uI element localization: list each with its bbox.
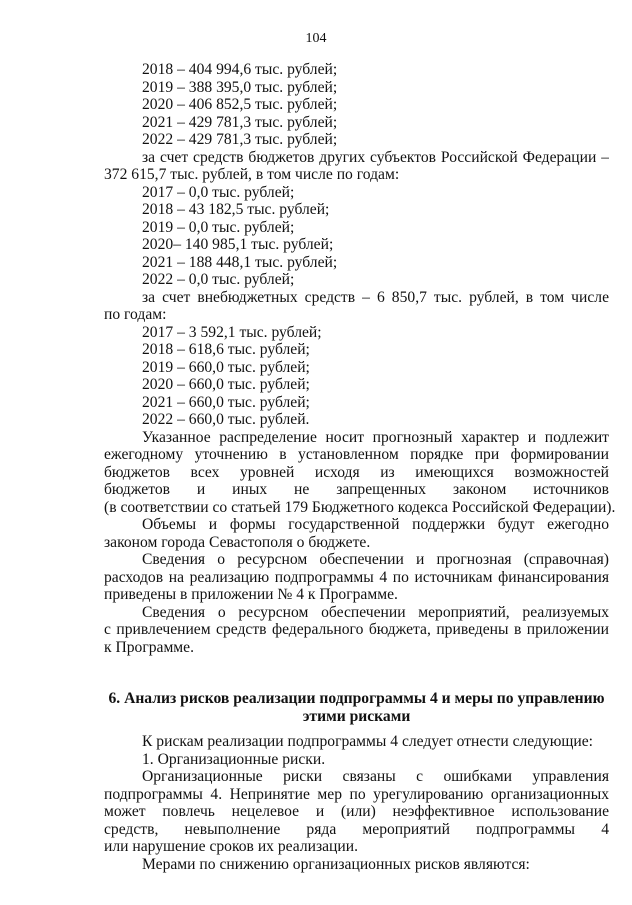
- text-line: средств, невыполнение ряда мероприятий подпрограммы 4: [104, 820, 609, 838]
- text-line: 2021 – 188 448,1 тыс. рублей;: [142, 253, 338, 271]
- text-line: может повлечь нецелевое и (или) неэффективное использование: [104, 803, 609, 820]
- text-line: подпрограммы 4. Непринятие мер по урегулированию организационных: [104, 785, 609, 803]
- text-line: 2022 – 660,0 тыс. рублей.: [142, 411, 310, 428]
- text-line: 2018 – 43 182,5 тыс. рублей;: [142, 201, 330, 218]
- section-gap: [104, 656, 609, 690]
- text-line: Объемы и формы государственной поддержки будут ежегодно: [142, 516, 609, 533]
- text-line: или нарушение сроков их реализации.: [104, 838, 358, 855]
- text-line: Организационные риски связаны с ошибками управления: [142, 768, 609, 785]
- text-line: за счет средств бюджетов других субъектов Российской Федерации –: [142, 148, 609, 166]
- text-line: К рискам реализации подпрограммы 4 следует отнести следующие:: [142, 733, 594, 750]
- text-line: 2017 – 0,0 тыс. рублей;: [142, 183, 295, 201]
- text-line: приведены в приложении № 4 к Программе.: [104, 586, 398, 603]
- text-line: 2020 – 406 852,5 тыс. рублей;: [142, 96, 338, 113]
- text-line: 2022 – 429 781,3 тыс. рублей;: [142, 131, 338, 148]
- document-body: [104, 61, 616, 873]
- heading-line: этими рисками: [302, 707, 411, 725]
- text-line: за счет внебюджетных средств – 6 850,7 тыс. рублей, в том числе: [142, 288, 609, 306]
- heading-line: 6. Анализ рисков реализации подпрограммы 4 и меры по управлению: [108, 690, 605, 707]
- text-line: 372 615,7 тыс. рублей, в том числе по годам:: [104, 166, 400, 183]
- text-line: 2018 – 404 994,6 тыс. рублей;: [142, 61, 338, 78]
- text-line: Сведения о ресурсном обеспечении и прогнозная (справочная): [142, 551, 609, 568]
- text-line: по годам:: [104, 306, 167, 323]
- text-line: Сведения о ресурсном обеспечении мероприятий, реализуемых: [142, 603, 609, 621]
- text-line: 2021 – 429 781,3 тыс. рублей;: [142, 113, 338, 131]
- text-line: 2020 – 660,0 тыс. рублей;: [142, 376, 310, 393]
- page-number: 104: [305, 31, 327, 46]
- text-line: 2018 – 618,6 тыс. рублей;: [142, 341, 310, 358]
- text-line: 2019 – 388 395,0 тыс. рублей;: [142, 78, 338, 96]
- text-line: 2020– 140 985,1 тыс. рублей;: [142, 236, 334, 253]
- text-line: ежегодному уточнению в установленном порядке при формировании: [104, 446, 609, 463]
- text-line: бюджетов всех уровней исходя из имеющихся возможностей: [104, 463, 609, 481]
- text-line: к Программе.: [104, 638, 194, 656]
- text-line: (в соответствии со статьей 179 Бюджетного кодекса Российской Федерации).: [104, 498, 616, 516]
- text-line: 2017 – 3 592,1 тыс. рублей;: [142, 323, 322, 341]
- text-line: 2019 – 0,0 тыс. рублей;: [142, 218, 295, 236]
- text-line: с привлечением средств федерального бюджета, приведены в приложении: [104, 621, 609, 638]
- text-line: Указанное распределение носит прогнозный характер и подлежит: [142, 428, 609, 446]
- spacer: [104, 725, 609, 733]
- text-line: Мерами по снижению организационных рисков являются:: [142, 855, 530, 873]
- text-line: законом города Севастополя о бюджете.: [104, 533, 371, 551]
- text-line: 2021 – 660,0 тыс. рублей;: [142, 393, 310, 411]
- text-line: 1. Организационные риски.: [142, 750, 326, 768]
- text-line: бюджетов и иных не запрещенных законом источников: [104, 481, 609, 498]
- text-line: 2019 – 660,0 тыс. рублей;: [142, 358, 310, 376]
- text-line: 2022 – 0,0 тыс. рублей;: [142, 271, 295, 288]
- text-line: расходов на реализацию подпрограммы 4 по источникам финансирования: [104, 568, 609, 586]
- section-heading: [104, 690, 609, 725]
